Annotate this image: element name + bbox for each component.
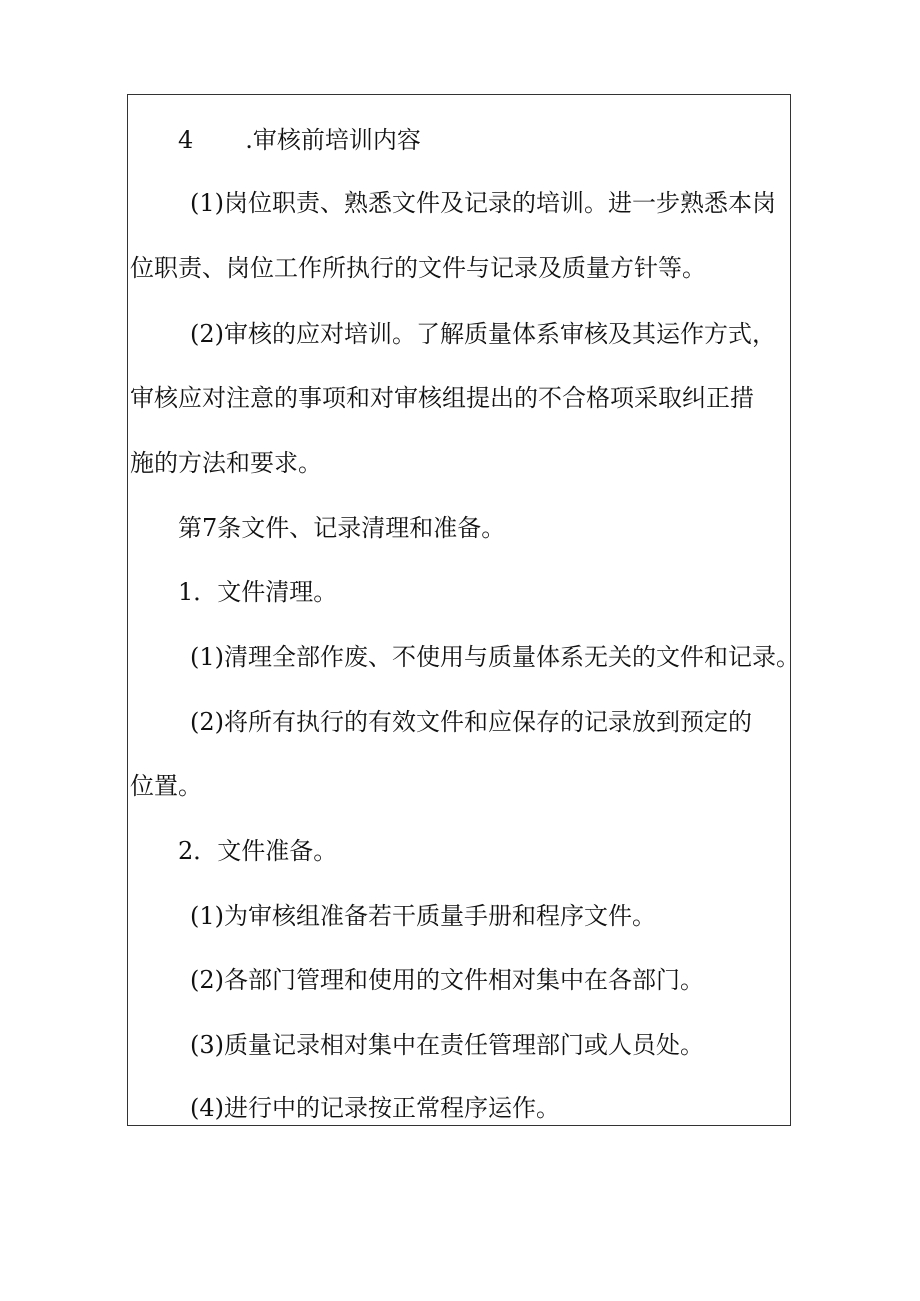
paragraph-line: (2)将所有执行的有效文件和应保存的记录放到预定的 bbox=[190, 708, 752, 736]
paragraph-line: 审核应对注意的事项和对审核组提出的不合格项采取纠正措 bbox=[130, 384, 754, 412]
heading-number: 4 bbox=[178, 126, 194, 154]
section-heading: 2．文件准备。 bbox=[178, 837, 338, 865]
paragraph-line: (2)各部门管理和使用的文件相对集中在各部门。 bbox=[190, 966, 704, 994]
paragraph-line: (3)质量记录相对集中在责任管理部门或人员处。 bbox=[190, 1031, 704, 1059]
paragraph-line: (2)审核的应对培训。了解质量体系审核及其运作方式， bbox=[190, 320, 776, 348]
content-frame bbox=[127, 94, 800, 1126]
paragraph-line: 位职责、岗位工作所执行的文件与记录及质量方针等。 bbox=[130, 254, 706, 282]
paragraph-line: 施的方法和要求。 bbox=[130, 449, 322, 477]
section-heading: 1．文件清理。 bbox=[178, 578, 338, 606]
heading-text: .审核前培训内容 bbox=[245, 126, 421, 154]
heading-audit-training bbox=[178, 125, 421, 155]
paragraph-line: (1)为审核组准备若干质量手册和程序文件。 bbox=[190, 902, 656, 930]
paragraph-line: (4)进行中的记录按正常程序运作。 bbox=[190, 1094, 560, 1122]
paragraph-line: 位置。 bbox=[130, 772, 202, 800]
paragraph-line: (1)岗位职责、熟悉文件及记录的培训。进一步熟悉本岗 bbox=[190, 189, 776, 217]
paragraph-line: (1)清理全部作废、不使用与质量体系无关的文件和记录。 bbox=[190, 643, 800, 671]
article-heading: 第7条文件、记录清理和准备。 bbox=[178, 514, 506, 542]
